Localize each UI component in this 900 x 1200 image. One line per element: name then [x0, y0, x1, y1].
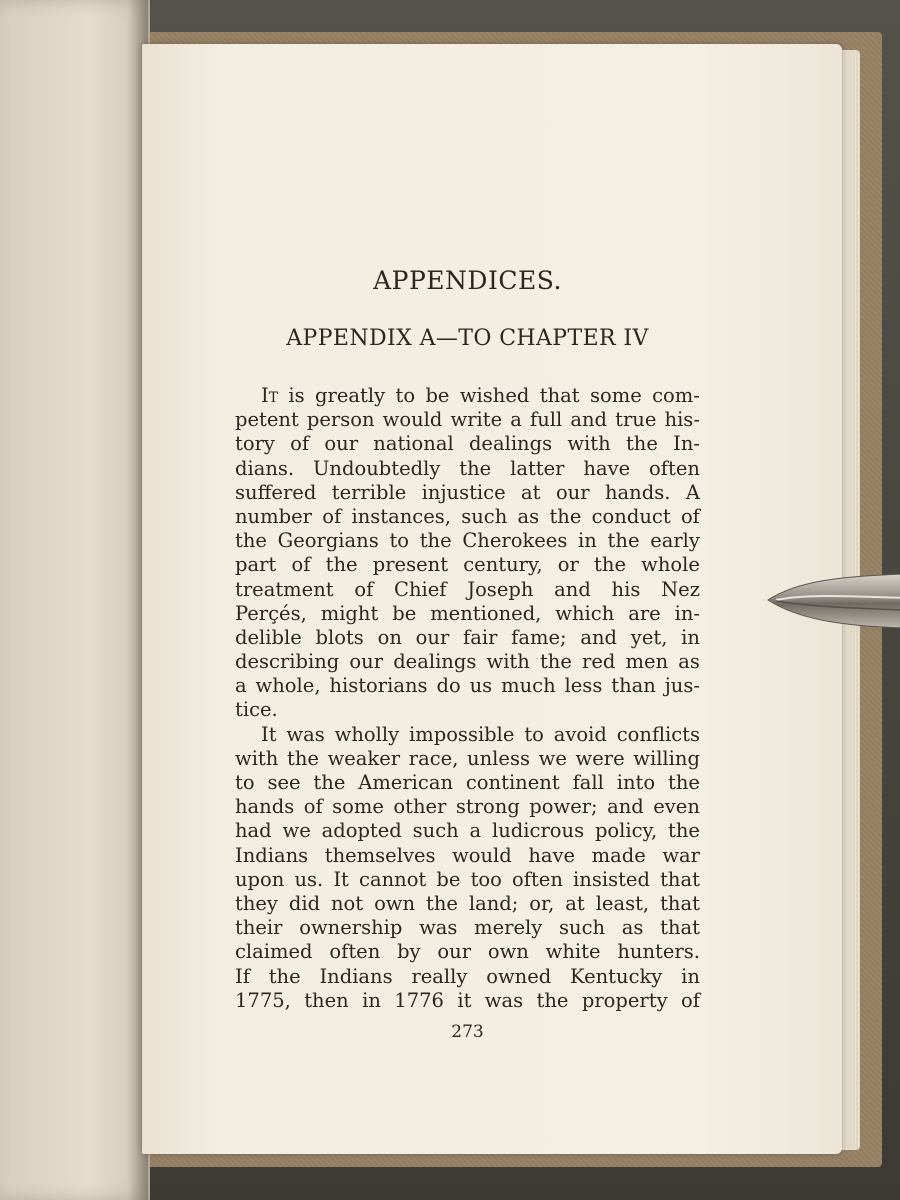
text-line: It is greatly to be wished that some com- — [261, 384, 700, 407]
text-line: a whole, historians do us much less than jus- — [235, 674, 700, 698]
text-line: their ownership was merely such as that — [235, 916, 700, 940]
text-line: suffered terrible injustice at our hands. A — [235, 480, 700, 504]
text-line: treatment of Chief Joseph and his Nez — [235, 577, 700, 601]
text-line: with the weaker race, unless we were willing — [235, 746, 700, 770]
text-line: they did not own the land; or, at least, that — [235, 891, 700, 915]
text-line: had we adopted such a ludicrous policy, the — [235, 819, 700, 843]
page-title: APPENDICES. — [373, 266, 562, 295]
appendix-heading: APPENDIX A—TO CHAPTER IV — [286, 326, 649, 351]
text-line: 1775, then in 1776 it was the property of — [235, 988, 700, 1012]
text-line: dians. Undoubtedly the latter have often — [235, 456, 700, 480]
text-line: delible blots on our fair fame; and yet, in — [235, 625, 700, 649]
page-pointer-clip-icon — [766, 572, 900, 630]
text-line: to see the American continent fall into the — [235, 771, 700, 794]
text-line: part of the present century, or the whole — [235, 553, 700, 577]
text-line: the Georgians to the Cherokees in the early — [235, 529, 700, 553]
text-line: tice. — [235, 698, 278, 722]
text-line: Indians themselves would have made war — [235, 843, 700, 867]
book-page — [142, 44, 842, 1154]
text-line: tory of our national dealings with the In- — [235, 432, 700, 456]
text-line: petent person would write a full and true his- — [235, 408, 700, 432]
text-line: It was wholly impossible to avoid conflicts — [261, 722, 700, 746]
text-line: number of instances, such as the conduct of — [235, 504, 700, 528]
page-number: 273 — [451, 1022, 484, 1042]
text-line: upon us. It cannot be too often insisted that — [235, 867, 700, 891]
text-line: hands of some other strong power; and even — [235, 795, 700, 819]
text-line: claimed often by our own white hunters. — [235, 940, 700, 964]
text-line: If the Indians really owned Kentucky in — [235, 964, 700, 988]
text-line: Perçés, might be mentioned, which are in- — [235, 601, 700, 625]
text-line: describing our dealings with the red men as — [235, 650, 700, 674]
body-text — [235, 384, 700, 1013]
